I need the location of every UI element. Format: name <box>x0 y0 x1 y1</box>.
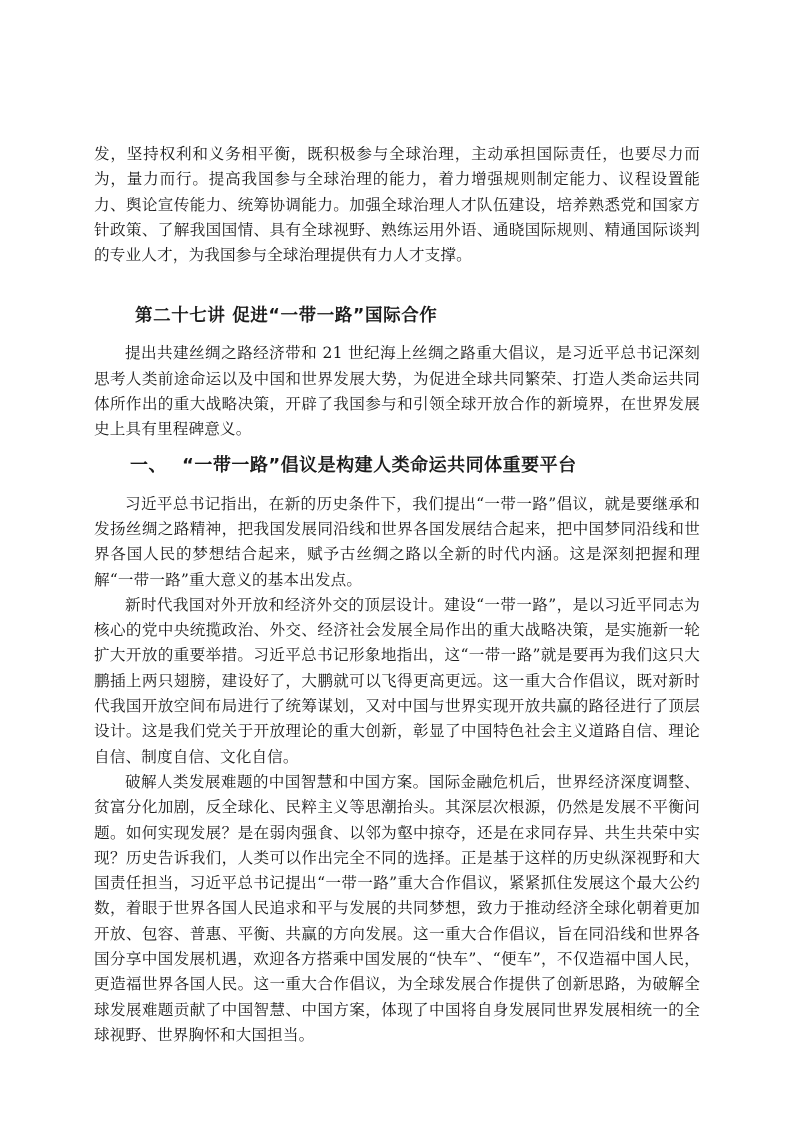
lecture-title: 第二十七讲 促进“一带一路”国际合作 <box>135 306 438 327</box>
body-paragraph-3: 破解人类发展难题的中国智慧和中国方案。国际金融危机后，世界经济深度调整、贫富分化加剧，反全球化、民粹主义等思潮抬头。其深层次根源，仍然是发展不平衡问题。如何实现发展？是在弱肉强食、以邻为壑中掠夺，还是在求同存异、共生共荣中实现？历史告诉我们，人类可以作出完全不同的选择。正是基于这样的历史纵深视野和大国责任担当，习近平总书记提出“一带一路”重大合作倡议，紧紧抓住发展这个最大公约数，着眼于世界各国人民追求和平与发展的共同梦想，致力于推动经济全球化朝着更加开放、包容、普惠、平衡、共赢的方向发展。这一重大合作倡议，旨在同沿线和世界各国分享中国发展机遇，欢迎各方搭乘中国发展的“快车”、“便车”，不仅造福中国人民，更造福世界各国人民。这一重大合作倡议，为全球发展合作提供了创新思路，为破解全球发展难题贡献了中国智慧、中国方案，体现了中国将自身发展同世界发展相统一的全球视野、世界胸怀和大国担当。 <box>94 772 700 1044</box>
intro-paragraph: 提出共建丝绸之路经济带和 21 世纪海上丝绸之路重大倡议，是习近平总书记深刻思考人类前途命运以及中国和世界发展大势，为促进全球共同繁荣、打造人类命运共同体所作出的重大战略决策，开辟了我国参与和引领全球开放合作的新境界，在世界发展史上具有里程碑意义。 <box>94 344 700 439</box>
opening-paragraph: 发，坚持权利和义务相平衡，既积极参与全球治理，主动承担国际责任，也要尽力而为，量力而行。提高我国参与全球治理的能力，着力增强规则制定能力、议程设置能力、舆论宣传能力、统筹协调能力。加强全球治理人才队伍建设，培养熟悉党和国家方针政策、了解我国国情、具有全球视野、熟练运用外语、通晓国际规则、精通国际谈判的专业人才，为我国参与全球治理提供有力人才支撑。 <box>94 145 700 265</box>
document-body <box>94 142 700 1048</box>
section-title: “一带一路”倡议是构建人类命运共同体重要平台 <box>182 454 577 476</box>
section-heading <box>94 452 700 480</box>
body-paragraph-2: 新时代我国对外开放和经济外交的顶层设计。建设“一带一路”，是以习近平同志为核心的党中央统揽政治、外交、经济社会发展全局作出的重大战略决策，是实施新一轮扩大开放的重要举措。习近平总书记形象地指出，这“一带一路”就是要再为我们这只大鹏插上两只翅膀，建设好了，大鹏就可以飞得更高更远。这一重大合作倡议，既对新时代我国开放空间布局进行了统筹谋划，又对中国与世界实现开放共赢的路径进行了顶层设计。这是我们党关于开放理论的重大创新，彰显了中国特色社会主义道路自信、理论自信、制度自信、文化自信。 <box>94 595 700 766</box>
section-number: 一、 <box>130 454 167 476</box>
body-paragraph-1: 习近平总书记指出，在新的历史条件下，我们提出“一带一路”倡议，就是要继承和发扬丝绸之路精神，把我国发展同沿线和世界各国发展结合起来，把中国梦同沿线和世界各国人民的梦想结合起来，赋予古丝绸之路以全新的时代内涵。这是深刻把握和理解“一带一路”重大意义的基本出发点。 <box>94 494 700 589</box>
